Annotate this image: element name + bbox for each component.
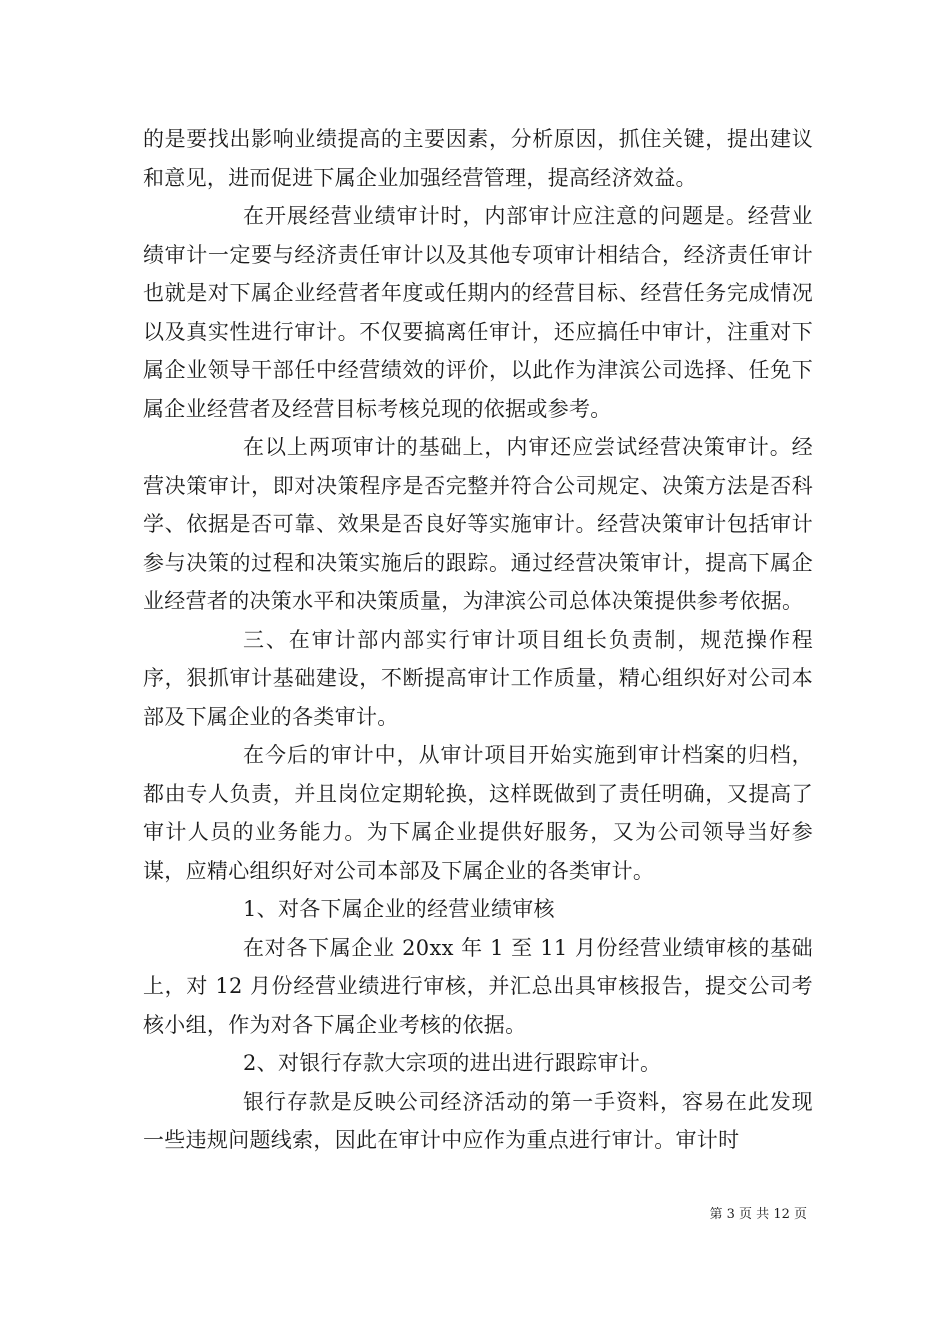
paragraph-7: 在对各下属企业 20xx 年 1 至 11 月份经营业绩审核的基础上，对 12 月份经营业绩进行审核，并汇总出具审核报告，提交公司考核小组，作为对各下属企业考核的依据。 bbox=[143, 935, 813, 1037]
paragraph-1: 的是要找出影响业绩提高的主要因素，分析原因，抓住关键，提出建议和意见，进而促进下属企业加强经营管理，提高经济效益。 bbox=[143, 127, 813, 190]
paragraph-5: 在今后的审计中，从审计项目开始实施到审计档案的归档，都由专人负责，并且岗位定期轮换，这样既做到了责任明确，又提高了审计人员的业务能力。为下属企业提供好服务，又为公司领导当好参谋，应精心组织好对公司本部及下属企业的各类审计。 bbox=[143, 743, 813, 883]
paragraph-6-heading: 1、对各下属企业的经营业绩审核 bbox=[243, 897, 555, 921]
paragraph-2: 在开展经营业绩审计时，内部审计应注意的问题是。经营业绩审计一定要与经济责任审计以及其他专项审计相结合，经济责任审计也就是对下属企业经营者年度或任期内的经营目标、经营任务完成情况以及真实性进行审计。不仅要搞离任审计，还应搞任中审计，注重对下属企业领导干部任中经营绩效的评价，以此作为津滨公司选择、任免下属企业经营者及经营目标考核兑现的依据或参考。 bbox=[143, 204, 813, 421]
page-number: 第 3 页 共 12 页 bbox=[709, 1207, 807, 1222]
paragraph-3: 在以上两项审计的基础上，内审还应尝试经营决策审计。经营决策审计，即对决策程序是否完整并符合公司规定、决策方法是否科学、依据是否可靠、效果是否良好等实施审计。经营决策审计包括审计参与决策的过程和决策实施后的跟踪。通过经营决策审计，提高下属企业经营者的决策水平和决策质量，为津滨公司总体决策提供参考依据。 bbox=[143, 435, 813, 613]
paragraph-4: 三、在审计部内部实行审计项目组长负责制，规范操作程序，狠抓审计基础建设，不断提高审计工作质量，精心组织好对公司本部及下属企业的各类审计。 bbox=[143, 627, 813, 729]
paragraph-8-heading: 2、对银行存款大宗项的进出进行跟踪审计。 bbox=[243, 1051, 662, 1075]
document-body bbox=[143, 120, 813, 1160]
paragraph-9: 银行存款是反映公司经济活动的第一手资料，容易在此发现一些违规问题线索，因此在审计中应作为重点进行审计。审计时 bbox=[143, 1089, 813, 1152]
